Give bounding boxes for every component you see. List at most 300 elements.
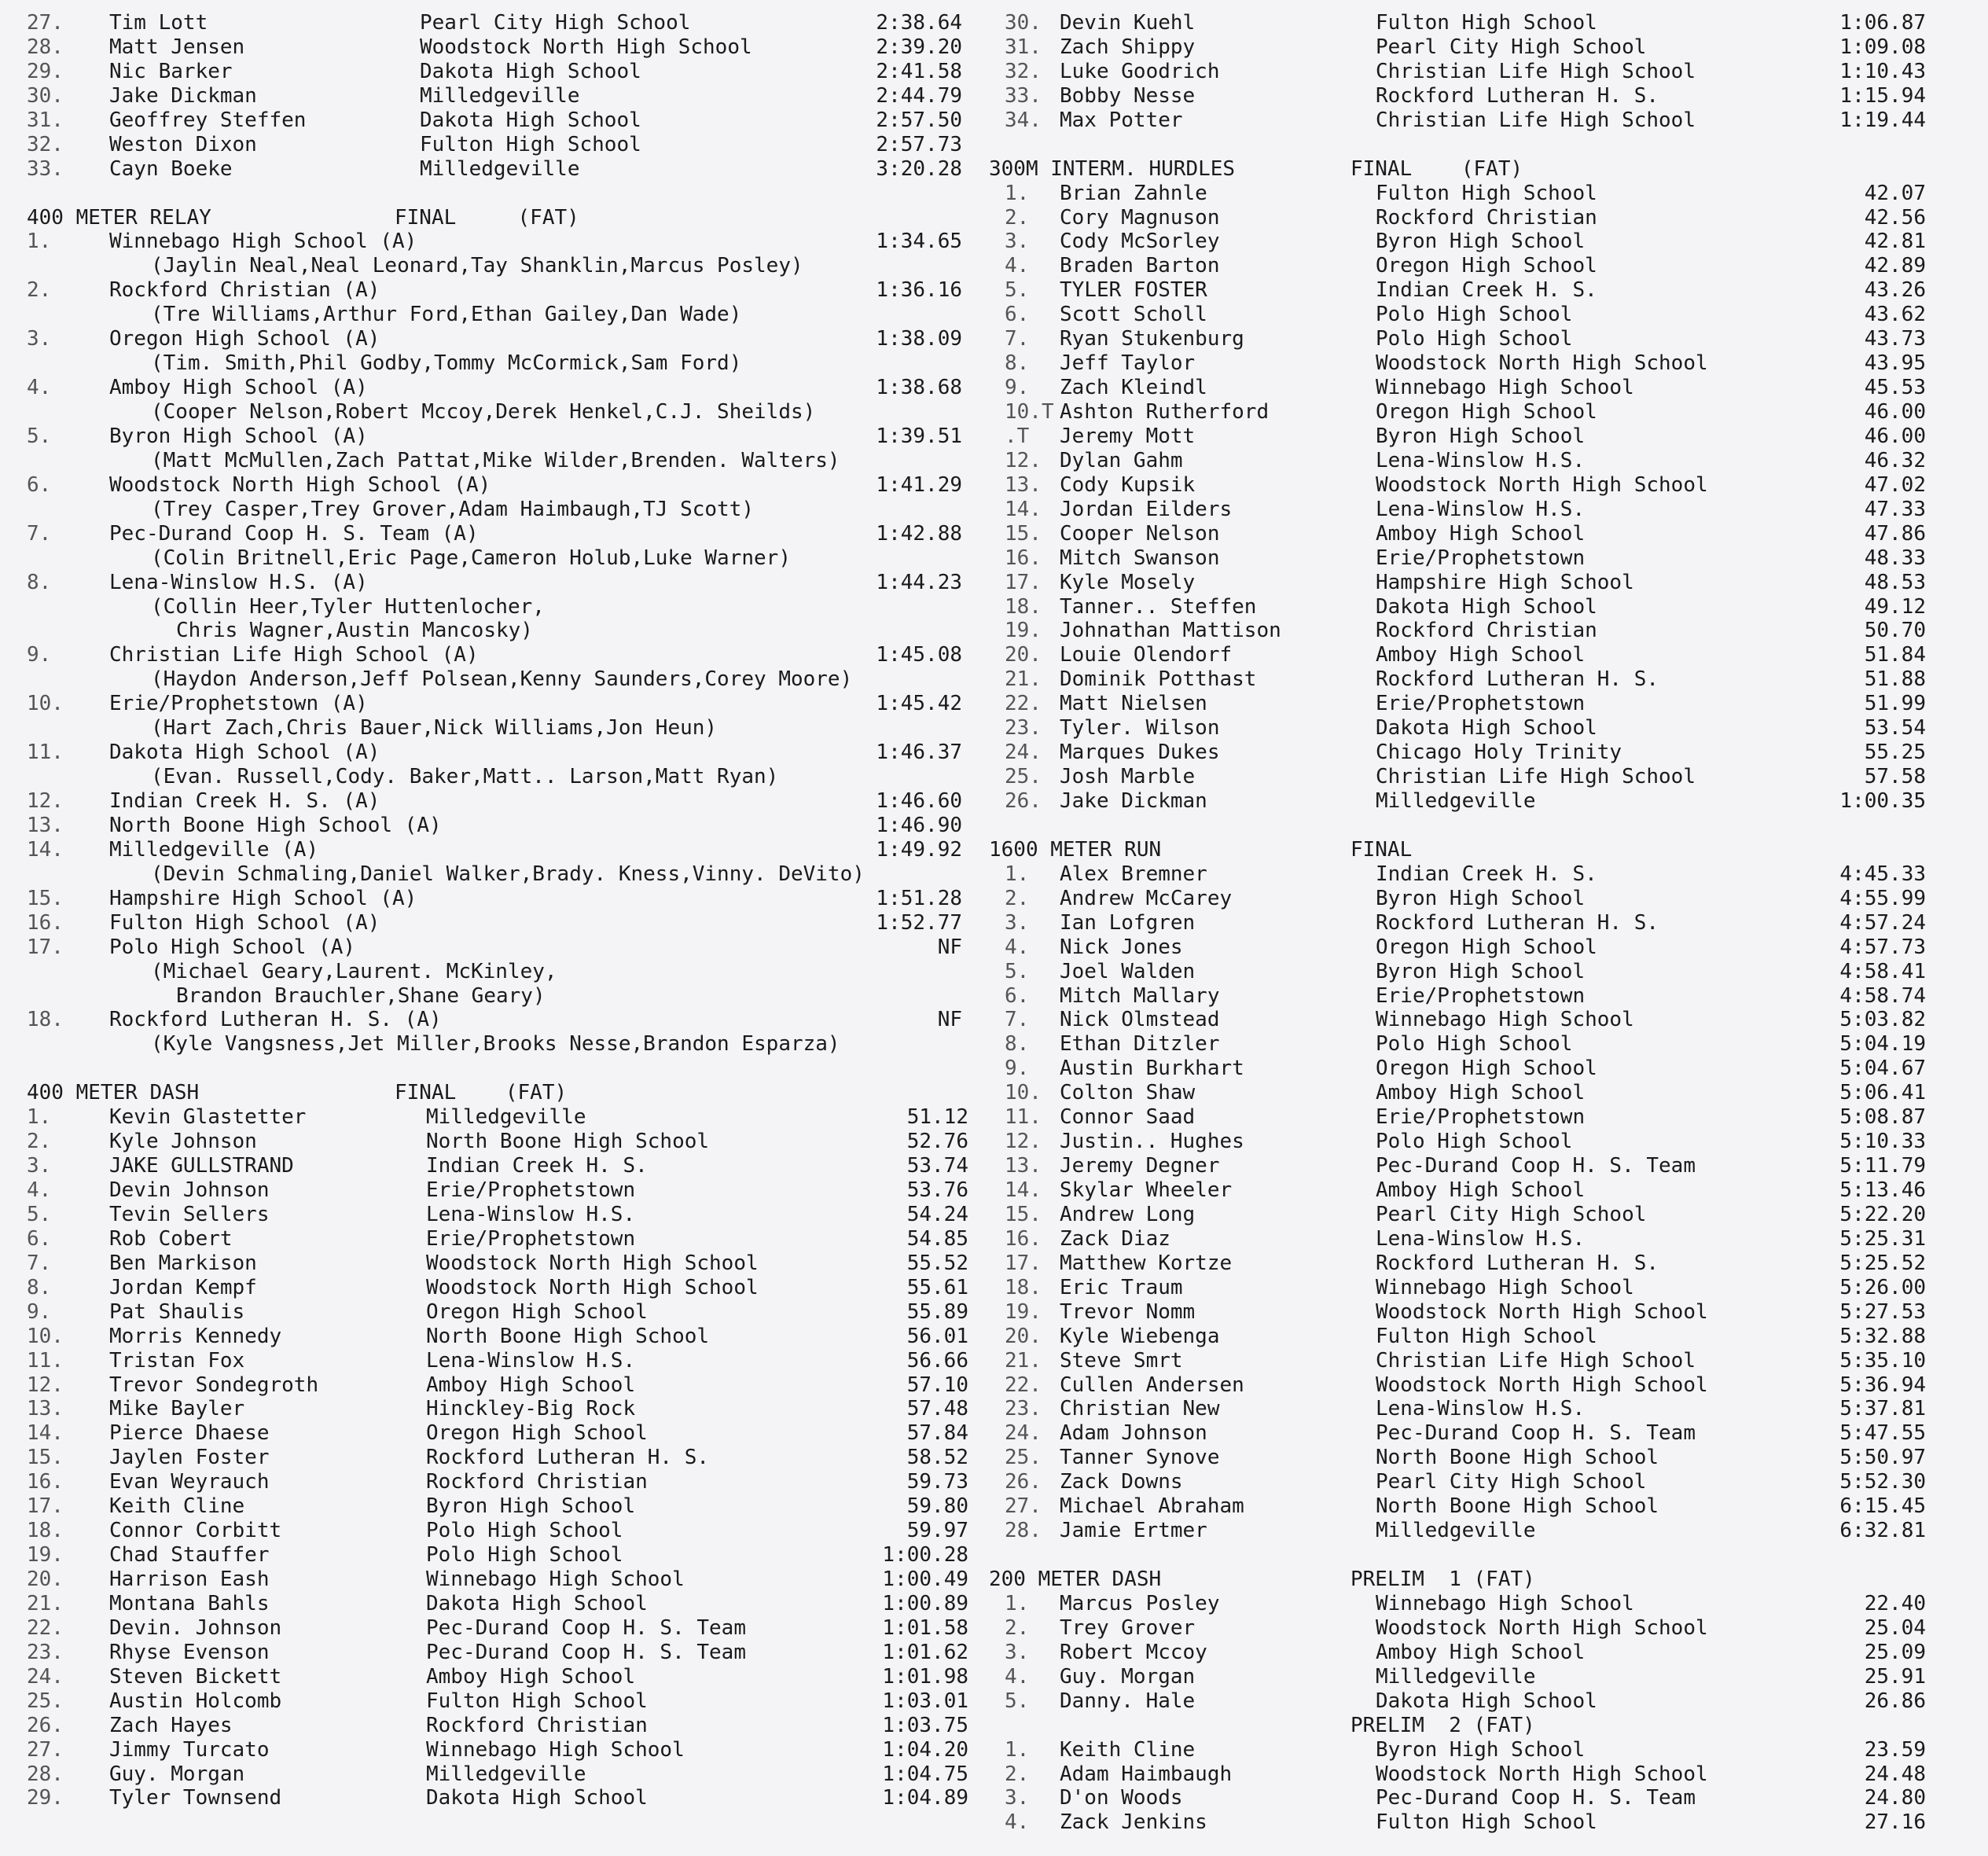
place: 3. <box>27 327 52 351</box>
athlete-name: Michael Abraham <box>1060 1494 1244 1519</box>
result-row <box>989 1227 1979 1251</box>
mark: 1:52.77 <box>876 910 962 935</box>
place: 32. <box>27 132 64 156</box>
place: 6. <box>1005 983 1030 1008</box>
place: 24. <box>1005 741 1042 765</box>
place: 8. <box>27 1275 52 1299</box>
athlete-name: Zach Shippy <box>1060 35 1196 59</box>
place: 1. <box>1005 862 1030 886</box>
event-round: FINAL (FAT) <box>395 205 579 230</box>
relay-members <box>27 619 978 643</box>
place: 15. <box>27 1446 64 1470</box>
school-name: Erie/Prophetstown <box>426 1226 636 1251</box>
team-name: Hampshire High School (A) <box>109 886 417 910</box>
mark: 1:01.98 <box>882 1664 968 1689</box>
school-name: Woodstock North High School <box>1376 1615 1708 1640</box>
athlete-name: JAKE GULLSTRAND <box>109 1154 294 1178</box>
relay-member-names: (Tim. Smith,Phil Godby,Tommy McCormick,Sam Ford) <box>151 351 742 376</box>
mark: 1:00.89 <box>882 1591 968 1615</box>
event-header <box>27 206 978 230</box>
place: 30. <box>27 83 64 108</box>
school-name: Christian Life High School <box>1376 1348 1696 1373</box>
result-row <box>989 741 1979 765</box>
event-round: FINAL (FAT) <box>1350 156 1523 181</box>
relay-result-row <box>27 741 978 765</box>
mark: 59.97 <box>906 1519 968 1543</box>
mark: 48.33 <box>1864 546 1926 570</box>
relay-members <box>27 303 978 327</box>
athlete-name: Trevor Sondegroth <box>109 1373 319 1397</box>
mark: 1:00.35 <box>1839 789 1926 813</box>
result-row <box>27 1543 978 1567</box>
school-name: Byron High School <box>1376 424 1586 448</box>
place: 16. <box>27 1470 64 1494</box>
athlete-name: Tim Lott <box>109 11 208 35</box>
athlete-name: Kyle Mosely <box>1060 570 1196 594</box>
place: 4. <box>27 376 52 400</box>
school-name: Fulton High School <box>426 1689 648 1713</box>
relay-result-row <box>27 911 978 935</box>
athlete-name: Colton Shaw <box>1060 1081 1196 1105</box>
mark: 4:45.33 <box>1839 862 1926 886</box>
mark: 1:39.51 <box>876 424 962 448</box>
result-row <box>989 376 1979 400</box>
event-title: 300M INTERM. HURDLES <box>989 156 1236 181</box>
place: 20. <box>27 1567 64 1591</box>
mark: 53.76 <box>906 1178 968 1202</box>
place: 22. <box>1005 1373 1042 1397</box>
mark: 57.84 <box>906 1421 968 1446</box>
mark: 43.95 <box>1864 351 1926 376</box>
event-header <box>27 1081 978 1105</box>
athlete-name: Weston Dixon <box>109 132 257 156</box>
athlete-name: Louie Olendorf <box>1060 643 1233 667</box>
place: 1. <box>1005 1591 1030 1615</box>
athlete-name: Adam Haimbaugh <box>1060 1762 1233 1786</box>
result-row <box>989 1081 1979 1105</box>
result-row <box>989 1446 1979 1470</box>
mark: 4:58.41 <box>1839 959 1926 983</box>
relay-result-row <box>27 376 978 400</box>
result-row <box>989 1130 1979 1154</box>
place: 12. <box>27 789 64 813</box>
result-row <box>989 1349 1979 1373</box>
athlete-name: Geoffrey Steffen <box>109 108 307 132</box>
place: 16. <box>27 910 64 935</box>
place: 18. <box>1005 594 1042 619</box>
school-name: Pec-Durand Coop H. S. Team <box>1376 1154 1696 1178</box>
mark: 1:19.44 <box>1839 108 1926 132</box>
mark: 55.61 <box>906 1275 968 1299</box>
athlete-name: Skylar Wheeler <box>1060 1178 1233 1202</box>
place: 9. <box>27 643 52 667</box>
result-row <box>989 1276 1979 1300</box>
athlete-name: Rob Cobert <box>109 1226 233 1251</box>
place: 28. <box>27 35 64 59</box>
mark: 1:01.62 <box>882 1640 968 1664</box>
place: 3. <box>1005 910 1030 935</box>
result-row <box>989 498 1979 522</box>
mark: 42.89 <box>1864 254 1926 278</box>
mark: 1:04.75 <box>882 1762 968 1786</box>
relay-member-names: (Colin Britnell,Eric Page,Cameron Holub,Luke Warner) <box>151 546 791 570</box>
mark: 46.32 <box>1864 448 1926 472</box>
result-row <box>989 984 1979 1009</box>
school-name: Woodstock North High School <box>426 1251 759 1275</box>
place: 19. <box>27 1543 64 1567</box>
school-name: Pearl City High School <box>1376 35 1647 59</box>
mark: 1:46.37 <box>876 741 962 765</box>
athlete-name: Tristan Fox <box>109 1348 245 1373</box>
relay-member-names: (Trey Casper,Trey Grover,Adam Haimbaugh,TJ Scott) <box>151 497 755 521</box>
place: 21. <box>27 1591 64 1615</box>
athlete-name: Justin.. Hughes <box>1060 1130 1244 1154</box>
place: 4. <box>1005 1664 1030 1689</box>
athlete-name: Mitch Mallary <box>1060 983 1220 1008</box>
team-name: North Boone High School (A) <box>109 813 442 837</box>
school-name: Oregon High School <box>1376 1057 1597 1081</box>
place: 10. <box>27 692 64 716</box>
mark: 42.56 <box>1864 205 1926 230</box>
place: 1. <box>1005 1737 1030 1762</box>
place: 12. <box>27 1373 64 1397</box>
result-row <box>989 1373 1979 1398</box>
athlete-name: Marques Dukes <box>1060 741 1220 765</box>
mark: 5:22.20 <box>1839 1202 1926 1226</box>
relay-result-row <box>27 327 978 351</box>
place: 12. <box>1005 448 1042 472</box>
mark: 4:58.74 <box>1839 983 1926 1008</box>
relay-member-names: (Matt McMullen,Zach Pattat,Mike Wilder,Brenden. Walters) <box>151 448 840 472</box>
place: 28. <box>1005 1519 1042 1543</box>
mark: 5:32.88 <box>1839 1324 1926 1348</box>
result-row <box>989 1032 1979 1057</box>
mark: 50.70 <box>1864 619 1926 643</box>
result-row <box>989 1300 1979 1325</box>
place: 3. <box>27 1154 52 1178</box>
result-row <box>27 60 978 84</box>
relay-members <box>27 960 978 984</box>
result-row <box>989 108 1979 133</box>
athlete-name: Zack Diaz <box>1060 1226 1170 1251</box>
relay-members <box>27 984 978 1009</box>
school-name: Woodstock North High School <box>1376 1299 1708 1324</box>
mark: 25.09 <box>1864 1640 1926 1664</box>
mark: 1:04.89 <box>882 1786 968 1810</box>
school-name: Amboy High School <box>426 1373 636 1397</box>
mark: 3:20.28 <box>876 156 962 181</box>
mark: 1:01.58 <box>882 1615 968 1640</box>
place: 6. <box>1005 303 1030 327</box>
place: 7. <box>27 1251 52 1275</box>
result-row <box>27 84 978 108</box>
team-name: Fulton High School (A) <box>109 910 380 935</box>
result-row <box>27 1130 978 1154</box>
result-row <box>989 522 1979 546</box>
athlete-name: Tanner.. Steffen <box>1060 594 1257 619</box>
mark: 2:41.58 <box>876 59 962 83</box>
place: 22. <box>27 1615 64 1640</box>
school-name: Indian Creek H. S. <box>1376 278 1597 303</box>
result-row <box>27 108 978 133</box>
relay-members <box>27 716 978 741</box>
school-name: Oregon High School <box>426 1421 648 1446</box>
mark: 57.10 <box>906 1373 968 1397</box>
athlete-name: Cooper Nelson <box>1060 521 1220 546</box>
result-row <box>989 911 1979 935</box>
athlete-name: Devin Kuehl <box>1060 11 1196 35</box>
athlete-name: Devin. Johnson <box>109 1615 282 1640</box>
mark: 24.80 <box>1864 1786 1926 1810</box>
mark: 24.48 <box>1864 1762 1926 1786</box>
result-row <box>989 1470 1979 1494</box>
relay-member-names: (Evan. Russell,Cody. Baker,Matt.. Larson,Matt Ryan) <box>151 765 779 789</box>
school-name: Polo High School <box>1376 1130 1573 1154</box>
place: 4. <box>1005 1810 1030 1835</box>
place: 5. <box>27 1202 52 1226</box>
place: 18. <box>1005 1275 1042 1299</box>
result-row <box>27 1519 978 1543</box>
mark: 55.52 <box>906 1251 968 1275</box>
school-name: Erie/Prophetstown <box>1376 546 1586 570</box>
school-name: Christian Life High School <box>1376 59 1696 83</box>
school-name: Polo High School <box>426 1519 623 1543</box>
relay-result-row <box>27 424 978 449</box>
school-name: Dakota High School <box>420 59 641 83</box>
result-row <box>27 1470 978 1494</box>
section-gap <box>989 133 1979 157</box>
school-name: North Boone High School <box>426 1130 710 1154</box>
place: 13. <box>27 1397 64 1421</box>
result-row <box>27 1373 978 1398</box>
section-gap <box>989 814 1979 838</box>
relay-member-names: Brandon Brauchler,Shane Geary) <box>176 983 546 1008</box>
team-name: Rockford Lutheran H. S. (A) <box>109 1008 442 1032</box>
athlete-name: Nick Jones <box>1060 935 1183 959</box>
athlete-name: Kevin Glastetter <box>109 1105 307 1130</box>
place: 8. <box>27 570 52 594</box>
place: 18. <box>27 1008 64 1032</box>
relay-members <box>27 765 978 789</box>
result-row <box>989 765 1979 789</box>
school-name: Dakota High School <box>426 1591 648 1615</box>
result-row <box>989 1738 1979 1762</box>
result-row <box>989 1641 1979 1665</box>
result-row <box>989 473 1979 498</box>
athlete-name: Ashton Rutherford <box>1060 400 1270 424</box>
school-name: Amboy High School <box>1376 643 1586 667</box>
mark: 58.52 <box>906 1446 968 1470</box>
mark: 5:47.55 <box>1839 1421 1926 1446</box>
school-name: Byron High School <box>1376 959 1586 983</box>
athlete-name: Zack Jenkins <box>1060 1810 1207 1835</box>
school-name: Lena-Winslow H.S. <box>1376 1226 1586 1251</box>
team-name: Amboy High School (A) <box>109 376 368 400</box>
team-name: Erie/Prophetstown (A) <box>109 692 368 716</box>
place: 9. <box>27 1299 52 1324</box>
school-name: Erie/Prophetstown <box>1376 983 1586 1008</box>
place: 11. <box>1005 1105 1042 1130</box>
school-name: Hampshire High School <box>1376 570 1634 594</box>
result-row <box>989 1154 1979 1178</box>
result-row <box>27 1349 978 1373</box>
athlete-name: Trey Grover <box>1060 1615 1196 1640</box>
result-row <box>27 1276 978 1300</box>
result-row <box>27 157 978 182</box>
result-row <box>27 1105 978 1130</box>
result-row <box>989 571 1979 595</box>
school-name: Dakota High School <box>1376 1689 1597 1713</box>
result-row <box>989 35 1979 60</box>
school-name: Erie/Prophetstown <box>1376 692 1586 716</box>
school-name: Woodstock North High School <box>1376 472 1708 497</box>
school-name: Fulton High School <box>1376 1810 1597 1835</box>
place: 33. <box>1005 83 1042 108</box>
mark: 47.02 <box>1864 472 1926 497</box>
event-title: 200 METER DASH <box>989 1567 1162 1591</box>
place: 17. <box>27 935 64 959</box>
athlete-name: Nic Barker <box>109 59 233 83</box>
school-name: Polo High School <box>426 1543 623 1567</box>
mark: 1:42.88 <box>876 521 962 546</box>
result-row <box>989 1397 1979 1421</box>
athlete-name: Ben Markison <box>109 1251 257 1275</box>
place: 23. <box>27 1640 64 1664</box>
result-row <box>989 303 1979 327</box>
mark: 5:08.87 <box>1839 1105 1926 1130</box>
mark: 26.86 <box>1864 1689 1926 1713</box>
result-row <box>27 1397 978 1421</box>
relay-members <box>27 254 978 278</box>
mark: 1:03.01 <box>882 1689 968 1713</box>
result-row <box>989 1494 1979 1519</box>
athlete-name: Jeremy Degner <box>1060 1154 1220 1178</box>
relay-member-names: (Haydon Anderson,Jeff Polsean,Kenny Saunders,Corey Moore) <box>151 667 853 692</box>
school-name: Lena-Winslow H.S. <box>426 1202 636 1226</box>
place: 13. <box>27 813 64 837</box>
athlete-name: Ian Lofgren <box>1060 910 1196 935</box>
event-round: PRELIM 2 (FAT) <box>1350 1713 1535 1737</box>
athlete-name: Pierce Dhaese <box>109 1421 270 1446</box>
athlete-name: Josh Marble <box>1060 765 1196 789</box>
athlete-name: Cody Kupsik <box>1060 472 1196 497</box>
athlete-name: Luke Goodrich <box>1060 59 1220 83</box>
mark: 56.66 <box>906 1348 968 1373</box>
school-name: Oregon High School <box>1376 935 1597 959</box>
athlete-name: Tevin Sellers <box>109 1202 270 1226</box>
relay-result-row <box>27 1008 978 1032</box>
athlete-name: Keith Cline <box>109 1494 245 1519</box>
place: 14. <box>27 837 64 862</box>
school-name: Woodstock North High School <box>1376 1762 1708 1786</box>
school-name: Rockford Christian <box>1376 205 1597 230</box>
athlete-name: Cory Magnuson <box>1060 205 1220 230</box>
mark: 5:35.10 <box>1839 1348 1926 1373</box>
athlete-name: Jeremy Mott <box>1060 424 1196 448</box>
relay-members <box>27 400 978 424</box>
result-row <box>989 278 1979 303</box>
team-name: Milledgeville (A) <box>109 837 319 862</box>
mark: 47.86 <box>1864 521 1926 546</box>
event-header <box>989 1567 1979 1592</box>
place: 25. <box>27 1689 64 1713</box>
place: 21. <box>1005 1348 1042 1373</box>
place: 29. <box>27 59 64 83</box>
mark: 56.01 <box>906 1324 968 1348</box>
athlete-name: Jake Dickman <box>109 83 257 108</box>
athlete-name: Chad Stauffer <box>109 1543 270 1567</box>
school-name: Dakota High School <box>426 1786 648 1810</box>
mark: 5:06.41 <box>1839 1081 1926 1105</box>
athlete-name: Nick Olmstead <box>1060 1008 1220 1032</box>
result-row <box>989 667 1979 692</box>
place: 11. <box>27 741 64 765</box>
athlete-name: Braden Barton <box>1060 254 1220 278</box>
athlete-name: Pat Shaulis <box>109 1299 245 1324</box>
section-gap <box>989 1543 1979 1567</box>
team-name: Oregon High School (A) <box>109 327 380 351</box>
school-name: Rockford Lutheran H. S. <box>1376 910 1659 935</box>
athlete-name: Jimmy Turcato <box>109 1737 270 1762</box>
relay-members <box>27 546 978 571</box>
place: 7. <box>1005 327 1030 351</box>
athlete-name: Tanner Synove <box>1060 1446 1220 1470</box>
school-name: Lena-Winslow H.S. <box>426 1348 636 1373</box>
place: 18. <box>27 1519 64 1543</box>
result-row <box>989 1178 1979 1203</box>
mark: 57.58 <box>1864 765 1926 789</box>
athlete-name: Adam Johnson <box>1060 1421 1207 1446</box>
athlete-name: Cullen Andersen <box>1060 1373 1244 1397</box>
mark: 1:45.08 <box>876 643 962 667</box>
place: 5. <box>27 424 52 448</box>
school-name: Polo High School <box>1376 327 1573 351</box>
mark: 6:32.81 <box>1839 1519 1926 1543</box>
result-row <box>27 35 978 60</box>
relay-member-names: (Hart Zach,Chris Bauer,Nick Williams,Jon Heun) <box>151 716 718 741</box>
mark: 42.07 <box>1864 181 1926 205</box>
result-row <box>989 862 1979 887</box>
school-name: Rockford Lutheran H. S. <box>1376 1251 1659 1275</box>
relay-result-row <box>27 838 978 862</box>
relay-members <box>27 862 978 887</box>
mark: 1:46.90 <box>876 813 962 837</box>
place: 24. <box>27 1664 64 1689</box>
place: 26. <box>27 1713 64 1737</box>
team-name: Winnebago High School (A) <box>109 230 417 254</box>
school-name: Rockford Christian <box>426 1470 648 1494</box>
school-name: Amboy High School <box>426 1664 636 1689</box>
mark: 5:10.33 <box>1839 1130 1926 1154</box>
mark: 43.62 <box>1864 303 1926 327</box>
result-row <box>989 1105 1979 1130</box>
relay-result-row <box>27 887 978 911</box>
place: 10. <box>1005 1081 1042 1105</box>
athlete-name: Johnathan Mattison <box>1060 619 1281 643</box>
school-name: Milledgeville <box>1376 1519 1536 1543</box>
relay-result-row <box>27 473 978 498</box>
place: 6. <box>27 472 52 497</box>
mark: 5:50.97 <box>1839 1446 1926 1470</box>
place: 25. <box>1005 1446 1042 1470</box>
place: 3. <box>1005 1640 1030 1664</box>
athlete-name: Marcus Posley <box>1060 1591 1220 1615</box>
school-name: Christian Life High School <box>1376 108 1696 132</box>
mark: 5:27.53 <box>1839 1299 1926 1324</box>
athlete-name: Ethan Ditzler <box>1060 1032 1220 1057</box>
place: 5. <box>1005 278 1030 303</box>
place: 32. <box>1005 59 1042 83</box>
